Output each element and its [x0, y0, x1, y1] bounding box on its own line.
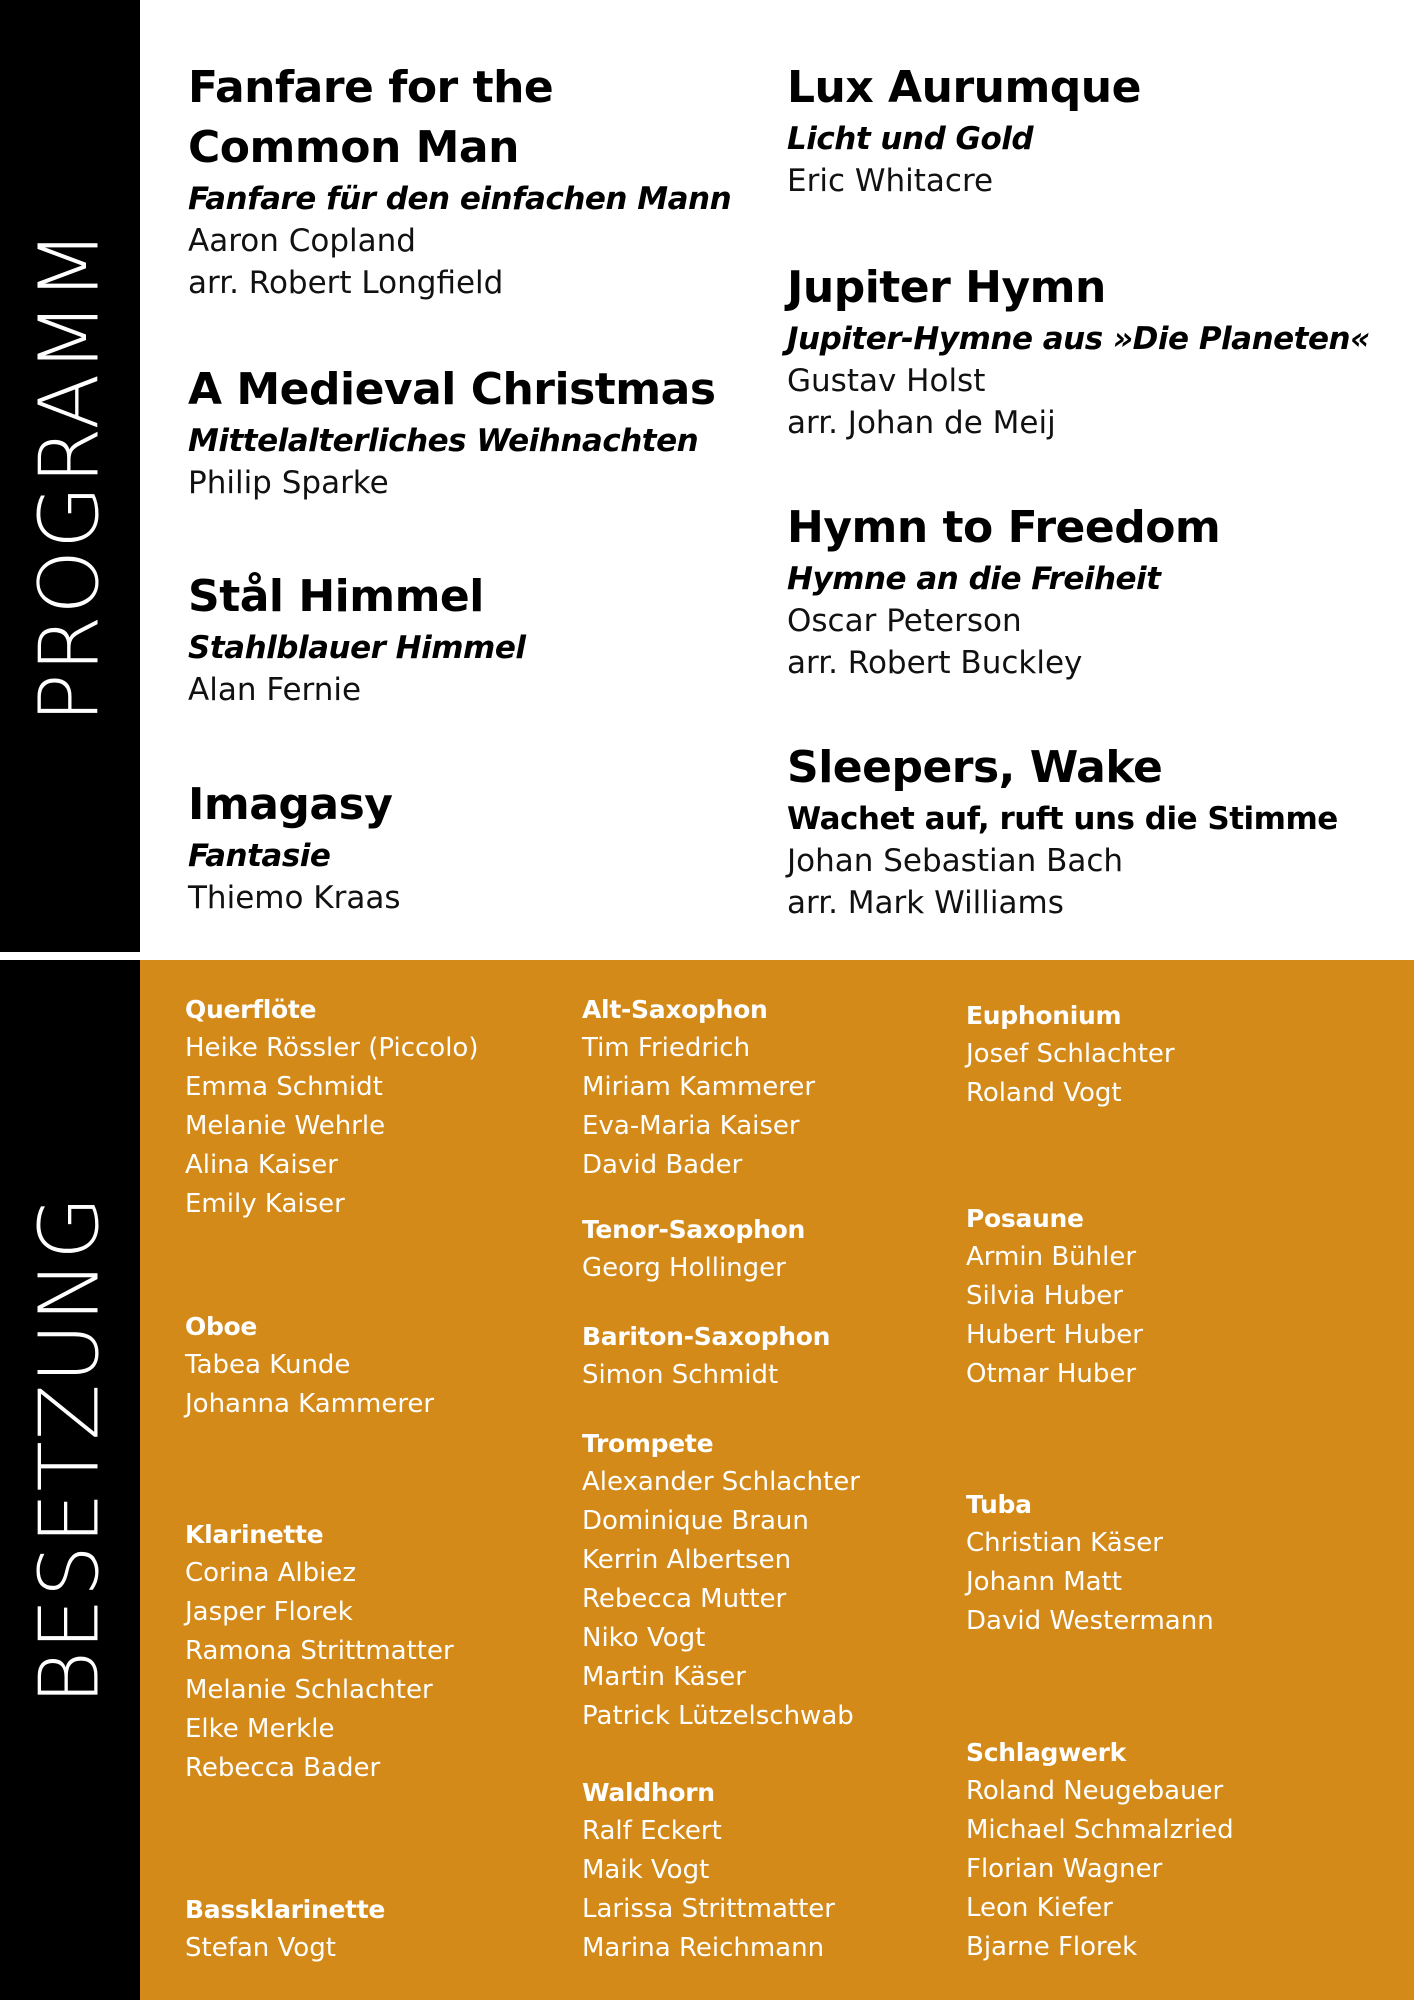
- section-tuba: [966, 1485, 1346, 1641]
- piece-subtitle: Mittelalterliches Weihnachten: [188, 423, 699, 459]
- piece-imagasy: [188, 775, 788, 919]
- member-name: Kerrin Albertsen: [582, 1545, 792, 1575]
- section-trompete: [582, 1424, 962, 1736]
- member-name: Larissa Strittmatter: [582, 1894, 835, 1924]
- piece-subtitle: Jupiter-Hymne aus »Die Planeten«: [787, 321, 1370, 357]
- piece-arranger: arr. Robert Buckley: [787, 645, 1083, 681]
- section-querfloete: [185, 990, 565, 1224]
- member-name: Rebecca Bader: [185, 1753, 381, 1783]
- member-name: Bjarne Florek: [966, 1932, 1138, 1962]
- section-posaune: [966, 1199, 1346, 1394]
- divider: [0, 952, 1414, 960]
- piece-arranger: arr. Robert Longfield: [188, 265, 504, 301]
- piece-subtitle: Stahlblauer Himmel: [188, 630, 526, 666]
- section-euphonium: [966, 996, 1346, 1113]
- piece-title: Sleepers, Wake: [787, 742, 1163, 793]
- member-name: Alina Kaiser: [185, 1150, 338, 1180]
- piece-composer: Oscar Peterson: [787, 603, 1022, 639]
- member-name: Ralf Eckert: [582, 1816, 722, 1846]
- section-heading: Querflöte: [185, 995, 317, 1024]
- piece-composer: Philip Sparke: [188, 465, 389, 501]
- member-name: Eva-Maria Kaiser: [582, 1111, 800, 1141]
- piece-composer: Aaron Copland: [188, 223, 416, 259]
- piece-subtitle: Licht und Gold: [787, 121, 1034, 157]
- piece-subtitle: Fantasie: [188, 838, 331, 874]
- section-heading: Klarinette: [185, 1520, 324, 1549]
- section-heading: Schlagwerk: [966, 1738, 1126, 1767]
- member-name: Josef Schlachter: [966, 1039, 1175, 1069]
- member-name: Niko Vogt: [582, 1623, 706, 1653]
- member-name: Hubert Huber: [966, 1320, 1143, 1350]
- member-name: Ramona Strittmatter: [185, 1636, 454, 1666]
- member-name: Dominique Braun: [582, 1506, 809, 1536]
- member-name: Melanie Schlachter: [185, 1675, 433, 1705]
- section-oboe: [185, 1307, 565, 1424]
- section-heading: Tuba: [966, 1490, 1032, 1519]
- member-name: Tabea Kunde: [185, 1350, 351, 1380]
- section-heading: Alt-Saxophon: [582, 995, 768, 1024]
- member-name: Miriam Kammerer: [582, 1072, 816, 1102]
- member-name: Corina Albiez: [185, 1558, 357, 1588]
- member-name: Jasper Florek: [185, 1597, 353, 1627]
- piece-title: Hymn to Freedom: [787, 502, 1221, 553]
- piece-composer: Thiemo Kraas: [188, 880, 401, 916]
- member-name: Leon Kiefer: [966, 1893, 1113, 1923]
- section-label-programm: PROGRAMM: [22, 229, 118, 723]
- sidebar-programm: [0, 0, 140, 952]
- piece-composer: Eric Whitacre: [787, 163, 994, 199]
- section-heading: Trompete: [582, 1429, 714, 1458]
- piece-lux-aurumque: [787, 58, 1387, 202]
- member-name: Otmar Huber: [966, 1359, 1137, 1389]
- member-name: Alexander Schlachter: [582, 1467, 860, 1497]
- besetzung-panel: [140, 960, 1414, 2000]
- member-name: David Westermann: [966, 1606, 1214, 1636]
- sidebar-besetzung: [0, 960, 140, 2000]
- piece-subtitle: Fanfare für den einfachen Mann: [188, 181, 732, 217]
- member-name: Johanna Kammerer: [185, 1389, 435, 1419]
- member-name: Johann Matt: [966, 1567, 1122, 1597]
- member-name: Stefan Vogt: [185, 1933, 336, 1963]
- section-klarinette: [185, 1515, 565, 1788]
- section-heading: Waldhorn: [582, 1778, 715, 1807]
- member-name: Marina Reichmann: [582, 1933, 825, 1963]
- piece-arranger: arr. Johan de Meij: [787, 405, 1056, 441]
- section-heading: Bassklarinette: [185, 1895, 386, 1924]
- member-name: Emily Kaiser: [185, 1189, 345, 1219]
- piece-title: Imagasy: [188, 779, 393, 830]
- section-heading: Oboe: [185, 1312, 258, 1341]
- piece-sleepers-wake: [787, 738, 1387, 924]
- member-name: Michael Schmalzried: [966, 1815, 1234, 1845]
- piece-title: Fanfare for the: [188, 62, 554, 113]
- section-heading: Euphonium: [966, 1001, 1122, 1030]
- section-bariton-saxophon: [582, 1317, 962, 1395]
- section-label-besetzung: BESETZUNG: [22, 1195, 118, 1705]
- member-name: David Bader: [582, 1150, 743, 1180]
- member-name: Martin Käser: [582, 1662, 746, 1692]
- member-name: Florian Wagner: [966, 1854, 1163, 1884]
- member-name: Silvia Huber: [966, 1281, 1123, 1311]
- piece-medieval-christmas: [188, 360, 788, 504]
- member-name: Elke Merkle: [185, 1714, 335, 1744]
- piece-composer: Alan Fernie: [188, 672, 362, 708]
- piece-title: A Medieval Christmas: [188, 364, 716, 415]
- section-heading: Tenor-Saxophon: [582, 1215, 806, 1244]
- member-name: Simon Schmidt: [582, 1360, 779, 1390]
- member-name: Emma Schmidt: [185, 1072, 383, 1102]
- section-alt-saxophon: [582, 990, 962, 1185]
- section-heading: Posaune: [966, 1204, 1084, 1233]
- member-name: Heike Rössler (Piccolo): [185, 1033, 479, 1063]
- member-name: Melanie Wehrle: [185, 1111, 386, 1141]
- member-name: Georg Hollinger: [582, 1253, 786, 1283]
- section-heading: Bariton-Saxophon: [582, 1322, 831, 1351]
- piece-subtitle: Hymne an die Freiheit: [787, 561, 1161, 597]
- section-waldhorn: [582, 1773, 962, 1968]
- piece-title: Common Man: [188, 122, 519, 173]
- member-name: Armin Bühler: [966, 1242, 1137, 1272]
- section-tenor-saxophon: [582, 1210, 962, 1288]
- piece-composer: Johan Sebastian Bach: [787, 843, 1124, 879]
- piece-arranger: arr. Mark Williams: [787, 885, 1064, 921]
- member-name: Roland Vogt: [966, 1078, 1122, 1108]
- piece-title: Stål Himmel: [188, 571, 484, 622]
- piece-subtitle: Wachet auf, ruft uns die Stimme: [787, 801, 1338, 837]
- piece-jupiter-hymn: [787, 258, 1387, 444]
- piece-fanfare: [188, 58, 788, 304]
- member-name: Tim Friedrich: [582, 1033, 751, 1063]
- piece-hymn-to-freedom: [787, 498, 1387, 684]
- member-name: Christian Käser: [966, 1528, 1163, 1558]
- section-schlagwerk: [966, 1733, 1346, 1967]
- member-name: Maik Vogt: [582, 1855, 710, 1885]
- piece-title: Jupiter Hymn: [787, 262, 1106, 313]
- piece-title: Lux Aurumque: [787, 62, 1141, 113]
- section-bassklarinette: [185, 1890, 565, 1968]
- member-name: Roland Neugebauer: [966, 1776, 1224, 1806]
- piece-composer: Gustav Holst: [787, 363, 986, 399]
- piece-stal-himmel: [188, 567, 788, 711]
- member-name: Patrick Lützelschwab: [582, 1701, 854, 1731]
- member-name: Rebecca Mutter: [582, 1584, 787, 1614]
